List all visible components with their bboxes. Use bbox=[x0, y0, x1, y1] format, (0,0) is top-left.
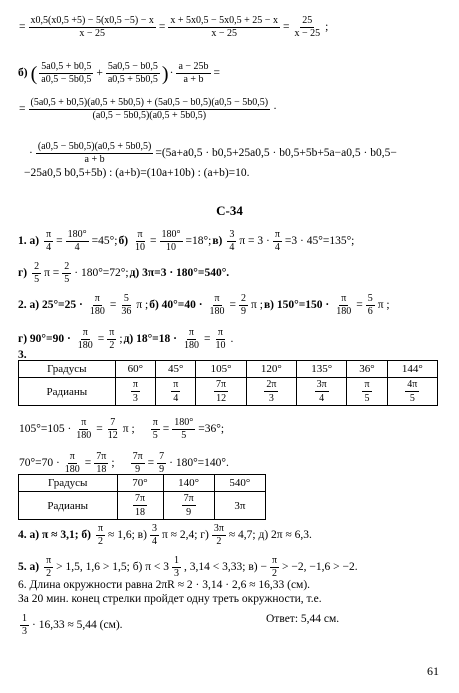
table-cell: $\frac{7\pi}{9}$ bbox=[163, 492, 214, 520]
ex3-line-70: 70°=70 · $\frac{\pi}{180}$ = $\frac{7\pi}{18}$ ; $\frac{7\pi}{9}$ = $\frac{7}{9}$ · 180°=140°. bbox=[19, 451, 229, 475]
table-row bbox=[19, 475, 266, 492]
table-cell: Градусы bbox=[19, 475, 118, 492]
table-cell: 140° bbox=[163, 475, 214, 492]
fraction: $\frac{x + 5x0,5 - 5x0,5 + 25 - x}{x - 25}$ bbox=[170, 15, 278, 39]
table-cell: 135° bbox=[297, 361, 347, 378]
table-cell: 3π bbox=[214, 492, 265, 520]
table-cell: 45° bbox=[156, 361, 196, 378]
ex3-line-105: 105°=105 · $\frac{\pi}{180}$ = $\frac{7}{12}$ π ; $\frac{\pi}{5}$ = $\frac{180^\circ}{5}$ =36°; bbox=[19, 417, 225, 441]
table-cell: Радианы bbox=[19, 378, 116, 406]
table-cell: $\frac{7\pi}{12}$ bbox=[196, 378, 246, 406]
top-line-5: −25a0,5 b0,5+5b) : (a+b)=(10a+10b) : (a+b)=10. bbox=[24, 167, 250, 179]
ex6-line-2: За 20 мин. конец стрелки пройдет одну треть окружности, т.е. bbox=[18, 593, 322, 605]
ex1-line-1: 1. а) $\frac{\pi}{4}$ = $\frac{180^\circ}{4}$ =45°; б) $\frac{\pi}{10}$ = $\frac{180^\circ}{10}$ =18°; в) $\frac{3}{4}$ π = 3 · $\frac{\pi}{4}$ =3 · 45°=135°; bbox=[18, 229, 355, 253]
table-cell: Радианы bbox=[19, 492, 118, 520]
table-cell: $\frac{2\pi}{3}$ bbox=[246, 378, 296, 406]
fraction: $\frac{25}{x - 25}$ bbox=[294, 15, 321, 39]
table-cell: Градусы bbox=[19, 361, 116, 378]
table-row bbox=[19, 378, 438, 406]
ex5-line: 5. а) $\frac{\pi}{2}$ > 1,5, 1,6 > 1,5; б) π < 3 $\frac{1}{3}$ , 3,14 < 3,33; в) − $\frac{\pi}{2}$ > −2, −1,6 > −2. bbox=[18, 555, 358, 579]
page-number: 61 bbox=[427, 664, 439, 678]
table-cell: $\frac{4\pi}{5}$ bbox=[387, 378, 437, 406]
top-line-2: б) ( $\frac{5a0,5 + b0,5}{a0,5 - 5b0,5}$ + $\frac{5a0,5 - b0,5}{a0,5 + 5b0,5}$ ) · $\frac{a - 25b}{a + b}$ = bbox=[18, 61, 221, 85]
table-cell: $\frac{3\pi}{4}$ bbox=[297, 378, 347, 406]
ex6-answer: Ответ: 5,44 см. bbox=[266, 613, 340, 625]
ex4-line: 4. а) π ≈ 3,1; б) $\frac{\pi}{2}$ ≈ 1,6; в) $\frac{3}{4}$ π ≈ 2,4; г) $\frac{3\pi}{2}$ ≈ 4,7; д) 2π ≈ 6,3. bbox=[18, 523, 312, 547]
top-line-4: · $\frac{(a0,5 - 5b0,5)(a0,5 + 5b0,5)}{a + b}$ =(5a+a0,5 · b0,5+25a0,5 · b0,5+5b+5a−a0,5 · b0,5− bbox=[29, 141, 397, 165]
table-row bbox=[19, 492, 266, 520]
fraction: $\frac{(5a0,5 + b0,5)(a0,5 + 5b0,5) + (5a0,5 - b0,5)(a0,5 - 5b0,5)}{(a0,5 - 5b0,5)(a0,5 + 5b0,5)}$ bbox=[30, 97, 269, 121]
fraction: $\frac{5a0,5 + b0,5}{a0,5 - 5b0,5}$ bbox=[41, 61, 92, 85]
degrees-radians-table-2 bbox=[18, 474, 266, 520]
degrees-radians-table-1 bbox=[18, 360, 438, 406]
table-cell: $\frac{\pi}{3}$ bbox=[115, 378, 155, 406]
table-cell: 36° bbox=[347, 361, 387, 378]
table-cell: 540° bbox=[214, 475, 265, 492]
ex2-line-2: г) 90°=90 · $\frac{\pi}{180}$ = $\frac{\pi}{2}$ ; д) 18°=18 · $\frac{\pi}{180}$ = $\frac{\pi}{10}$ . bbox=[18, 327, 234, 351]
fraction: $\frac{a - 25b}{a + b}$ bbox=[178, 61, 209, 85]
fraction: $\frac{x0,5(x0,5 +5) - 5(x0,5 -5) - x}{x - 25}$ bbox=[30, 15, 154, 39]
top-line-3: = $\frac{(5a0,5 + b0,5)(a0,5 + 5b0,5) + (5a0,5 - b0,5)(a0,5 - 5b0,5)}{(a0,5 - 5b0,5)(a0,5 + 5b0,5)}$ · bbox=[19, 97, 277, 121]
ex6-line-3: $\frac{1}{3}$ · 16,33 ≈ 5,44 (см). bbox=[22, 613, 123, 637]
fraction: $\frac{5a0,5 - b0,5}{a0,5 + 5b0,5}$ bbox=[107, 61, 158, 85]
table-cell: 60° bbox=[115, 361, 155, 378]
ex2-line-1: 2. а) 25°=25 · $\frac{\pi}{180}$ = $\frac{5}{36}$ π ; б) 40°=40 · $\frac{\pi}{180}$ = $\frac{2}{9}$ π ; в) 150°=150 · $\frac{\pi}{180}$ = $\frac{5}{6}$ π ; bbox=[18, 293, 390, 317]
ex1-line-2: г) $\frac{2}{5}$ π = $\frac{2}{5}$ · 180°=72°; д) 3π=3 · 180°=540°. bbox=[18, 261, 230, 285]
table-cell: $\frac{\pi}{4}$ bbox=[156, 378, 196, 406]
table-cell: 70° bbox=[117, 475, 163, 492]
fraction: $\frac{(a0,5 - 5b0,5)(a0,5 + 5b0,5)}{a + b}$ bbox=[37, 141, 152, 165]
table-cell: $\frac{\pi}{5}$ bbox=[347, 378, 387, 406]
ex6-line-1: 6. Длина окружности равна 2πR ≈ 2 · 3,14 · 2,6 ≈ 16,33 (см). bbox=[18, 579, 311, 591]
top-line-1: = $\frac{x0,5(x0,5 +5) - 5(x0,5 -5) - x}{x - 25}$ = $\frac{x + 5x0,5 - 5x0,5 + 25 - x}{x - 25}$ = $\frac{25}{x - 25}$ ; bbox=[19, 15, 329, 39]
table-cell: 120° bbox=[246, 361, 296, 378]
ex3-label: 3. bbox=[18, 349, 27, 361]
table-cell: 105° bbox=[196, 361, 246, 378]
table-row bbox=[19, 361, 438, 378]
table-cell: $\frac{7\pi}{18}$ bbox=[117, 492, 163, 520]
section-title: С-34 bbox=[216, 203, 243, 218]
table-cell: 144° bbox=[387, 361, 437, 378]
